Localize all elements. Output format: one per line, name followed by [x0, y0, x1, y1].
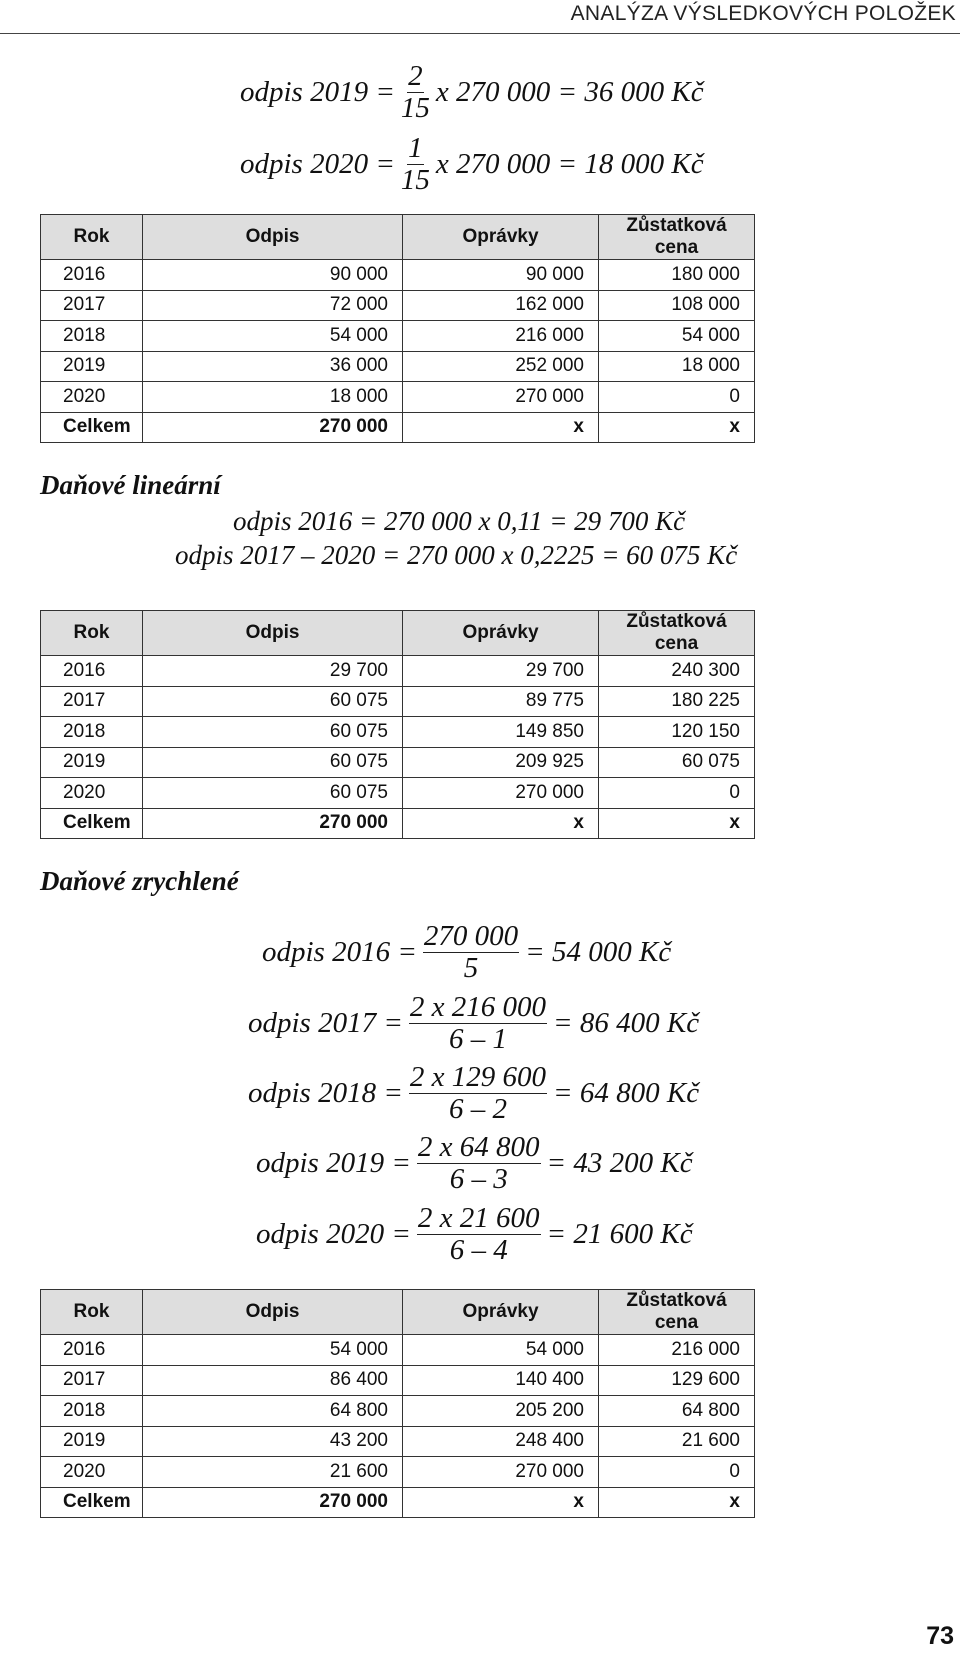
table-row	[41, 351, 755, 382]
table-header-row	[41, 215, 755, 260]
page-header	[0, 0, 960, 34]
table-row	[41, 321, 755, 352]
formula-accelerated-2017	[248, 993, 699, 1054]
cell: 86 400	[143, 1365, 403, 1396]
page-number: 73	[926, 1622, 954, 1650]
table-row	[41, 747, 755, 778]
cell: 162 000	[403, 290, 599, 321]
fraction	[417, 1204, 541, 1265]
column-header-zustatkova-cena: Zůstatková cena	[599, 215, 755, 260]
column-header-odpis: Odpis	[143, 1290, 403, 1335]
formula-lhs: odpis 2019 =	[256, 1147, 411, 1179]
column-header-rok: Rok	[41, 611, 143, 656]
cell: Celkem	[41, 808, 143, 839]
column-header-odpis: Odpis	[143, 215, 403, 260]
formula-rhs: = 43 200 Kč	[546, 1147, 693, 1179]
cell: 54 000	[143, 321, 403, 352]
cell: 2019	[41, 747, 143, 778]
fraction	[409, 993, 547, 1054]
formula-rhs: x 270 000 = 18 000 Kč	[435, 148, 704, 180]
column-header-zustatkova-cena: Zůstatková cena	[599, 1290, 755, 1335]
cell: 140 400	[403, 1365, 599, 1396]
cell: x	[599, 412, 755, 443]
table-row	[41, 778, 755, 809]
cell: 248 400	[403, 1426, 599, 1457]
table-total-row	[41, 808, 755, 839]
table-row	[41, 260, 755, 291]
column-header-opravky: Oprávky	[403, 1290, 599, 1335]
formula-rhs: = 64 800 Kč	[553, 1077, 700, 1109]
cell: 21 600	[143, 1457, 403, 1488]
cell: 240 300	[599, 656, 755, 687]
table-header-row	[41, 1290, 755, 1335]
cell: Celkem	[41, 412, 143, 443]
fraction-denominator: 15	[400, 164, 430, 196]
column-header-odpis: Odpis	[143, 611, 403, 656]
cell: Celkem	[41, 1487, 143, 1518]
table-row	[41, 290, 755, 321]
cell: 43 200	[143, 1426, 403, 1457]
fraction-denominator: 6 – 1	[448, 1023, 507, 1055]
cell: 2020	[41, 382, 143, 413]
formula-rhs: = 21 600 Kč	[546, 1218, 693, 1250]
formula-accelerated-2019	[256, 1133, 693, 1194]
cell: 129 600	[599, 1365, 755, 1396]
formula-lhs: odpis 2017 =	[248, 1007, 403, 1039]
formula-rhs: x 270 000 = 36 000 Kč	[435, 76, 704, 108]
fraction	[417, 1133, 541, 1194]
formula-lhs: odpis 2020 =	[256, 1218, 411, 1250]
formula-lhs: odpis 2016 =	[262, 936, 417, 968]
fraction-numerator: 2 x 64 800	[417, 1131, 540, 1163]
formula-accelerated-2016	[262, 922, 671, 983]
cell: 18 000	[599, 351, 755, 382]
cell: 36 000	[143, 351, 403, 382]
table-row	[41, 1335, 755, 1366]
header-title: ANALÝZA VÝSLEDKOVÝCH POLOŽEK	[570, 2, 956, 25]
cell: 216 000	[599, 1335, 755, 1366]
cell: 2020	[41, 1457, 143, 1488]
cell: 60 075	[143, 778, 403, 809]
fraction-numerator: 2 x 21 600	[417, 1202, 540, 1234]
cell: 2016	[41, 656, 143, 687]
fraction	[423, 922, 519, 983]
cell: 2016	[41, 1335, 143, 1366]
table-tax-accelerated-depreciation	[40, 1289, 755, 1518]
cell: 60 075	[599, 747, 755, 778]
cell: 270 000	[403, 382, 599, 413]
formula-accelerated-2018	[248, 1063, 699, 1124]
column-header-opravky: Oprávky	[403, 611, 599, 656]
formula-lhs: odpis 2020 =	[240, 148, 395, 180]
fraction-numerator: 1	[408, 132, 423, 164]
cell: 270 000	[143, 412, 403, 443]
cell: 90 000	[403, 260, 599, 291]
cell: 60 075	[143, 717, 403, 748]
fraction-denominator: 6 – 2	[448, 1093, 507, 1125]
table-row	[41, 1365, 755, 1396]
cell: 209 925	[403, 747, 599, 778]
table-row	[41, 686, 755, 717]
section-heading-accelerated: Daňové zrychlené	[40, 866, 239, 896]
table-row	[41, 1457, 755, 1488]
cell: 2018	[41, 1396, 143, 1427]
cell: 2018	[41, 717, 143, 748]
fraction-denominator: 6 – 4	[449, 1234, 508, 1266]
cell: 0	[599, 778, 755, 809]
cell: 2017	[41, 290, 143, 321]
cell: x	[599, 1487, 755, 1518]
fraction-numerator: 2 x 216 000	[409, 991, 547, 1023]
formula-lhs: odpis 2019 =	[240, 76, 395, 108]
cell: 216 000	[403, 321, 599, 352]
cell: 54 000	[403, 1335, 599, 1366]
cell: 270 000	[143, 1487, 403, 1518]
cell: 149 850	[403, 717, 599, 748]
cell: 2019	[41, 351, 143, 382]
formula-accelerated-2020	[256, 1204, 693, 1265]
cell: 252 000	[403, 351, 599, 382]
fraction-denominator: 5	[463, 952, 479, 984]
column-header-zustatkova-cena: Zůstatková cena	[599, 611, 755, 656]
cell: x	[599, 808, 755, 839]
fraction-denominator: 6 – 3	[449, 1163, 508, 1195]
formula-2019	[240, 62, 704, 123]
cell: 205 200	[403, 1396, 599, 1427]
fraction-numerator: 2	[408, 60, 423, 92]
formula-rhs: = 54 000 Kč	[525, 936, 672, 968]
cell: x	[403, 1487, 599, 1518]
cell: 89 775	[403, 686, 599, 717]
table-row	[41, 656, 755, 687]
cell: 270 000	[403, 1457, 599, 1488]
formula-linear-2017-2020: odpis 2017 – 2020 = 270 000 x 0,2225 = 60 075 Kč	[175, 540, 738, 570]
cell: 29 700	[403, 656, 599, 687]
cell: 2017	[41, 686, 143, 717]
formula-2020	[240, 134, 704, 195]
cell: 2020	[41, 778, 143, 809]
cell: 0	[599, 1457, 755, 1488]
cell: 108 000	[599, 290, 755, 321]
fraction-numerator: 2 x 129 600	[409, 1061, 547, 1093]
cell: 120 150	[599, 717, 755, 748]
cell: 270 000	[143, 808, 403, 839]
fraction	[401, 62, 430, 123]
table-header-row	[41, 611, 755, 656]
fraction	[409, 1063, 547, 1124]
cell: 29 700	[143, 656, 403, 687]
cell: 60 075	[143, 686, 403, 717]
cell: 64 800	[143, 1396, 403, 1427]
table-accounting-depreciation	[40, 214, 755, 443]
cell: 90 000	[143, 260, 403, 291]
cell: 2018	[41, 321, 143, 352]
cell: 180 225	[599, 686, 755, 717]
column-header-rok: Rok	[41, 1290, 143, 1335]
cell: 0	[599, 382, 755, 413]
table-tax-linear-depreciation	[40, 610, 755, 839]
cell: 60 075	[143, 747, 403, 778]
cell: 64 800	[599, 1396, 755, 1427]
cell: x	[403, 808, 599, 839]
cell: 54 000	[143, 1335, 403, 1366]
table-total-row	[41, 1487, 755, 1518]
fraction-numerator: 270 000	[423, 920, 519, 952]
table-row	[41, 1396, 755, 1427]
cell: 2016	[41, 260, 143, 291]
fraction	[401, 134, 430, 195]
column-header-rok: Rok	[41, 215, 143, 260]
section-heading-linear: Daňové lineární	[40, 470, 221, 500]
column-header-opravky: Oprávky	[403, 215, 599, 260]
table-total-row	[41, 412, 755, 443]
cell: x	[403, 412, 599, 443]
formula-linear-2016: odpis 2016 = 270 000 x 0,11 = 29 700 Kč	[233, 506, 686, 536]
cell: 54 000	[599, 321, 755, 352]
table-row	[41, 382, 755, 413]
cell: 2019	[41, 1426, 143, 1457]
table-row	[41, 717, 755, 748]
cell: 270 000	[403, 778, 599, 809]
table-row	[41, 1426, 755, 1457]
formula-lhs: odpis 2018 =	[248, 1077, 403, 1109]
cell: 2017	[41, 1365, 143, 1396]
cell: 18 000	[143, 382, 403, 413]
fraction-denominator: 15	[400, 92, 430, 124]
cell: 72 000	[143, 290, 403, 321]
cell: 21 600	[599, 1426, 755, 1457]
formula-rhs: = 86 400 Kč	[553, 1007, 700, 1039]
cell: 180 000	[599, 260, 755, 291]
